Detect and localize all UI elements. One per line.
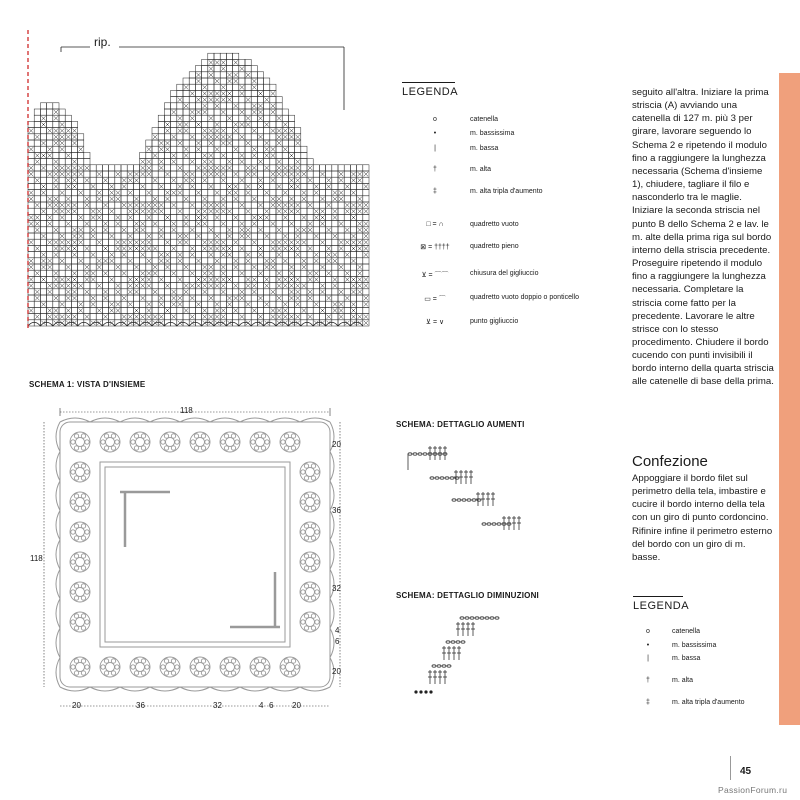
aumenti-caption: SCHEMA: DETTAGLIO AUMENTI bbox=[396, 420, 525, 429]
legend-2 bbox=[633, 596, 773, 612]
body-paragraph-1: seguito all'altra. Iniziare la prima striscia (A) avviando una catenella di 127 m. più 3 per girare, lavorare seguendo lo Schema 2 e ripetendo il modulo fino a raggiungere la lunghezza necessaria (Schema d'insieme 1), chiudere, tagliare il filo e nasconderlo tra le maglie. Iniziare la seconda striscia nel punto B dello Schema 2 e lav. le m. alte della prima riga sul bordo interno della striscia precedente. bbox=[632, 87, 772, 256]
legend-1 bbox=[402, 82, 617, 98]
filet-chart bbox=[26, 30, 371, 330]
legend-2-item-label: m. bassa bbox=[672, 655, 701, 662]
filet-chart-svg bbox=[26, 30, 371, 330]
legend-1-item-symbol-icon: ⊻ = ∨ bbox=[425, 319, 445, 326]
page-divider bbox=[730, 756, 731, 780]
legend-1-item-label: punto gigliuccio bbox=[470, 318, 519, 325]
legend-1-item-symbol-icon: | bbox=[434, 145, 436, 152]
diminuzioni-caption: SCHEMA: DETTAGLIO DIMINUZIONI bbox=[396, 591, 539, 600]
legend-1-item-label: m. bassissima bbox=[470, 130, 515, 137]
body-paragraph-3: Appoggiare il bordo filet sul perimetro della tela, imbastire e cucire il bordo interno della tela con un giro di punto cordoncino. bbox=[632, 473, 769, 524]
legend-1-title: LEGENDA bbox=[402, 86, 459, 98]
dim-right-5: 20 bbox=[332, 667, 341, 676]
legend-2-item-label: m. bassissima bbox=[672, 642, 717, 649]
legend-2-item-symbol-icon: ‡ bbox=[646, 699, 650, 706]
aumenti-svg bbox=[404, 440, 534, 540]
body-text bbox=[632, 86, 774, 389]
legend-1-item-symbol-icon: ⊻ = ⌒⌒ bbox=[421, 272, 449, 279]
overview-lace-border bbox=[56, 418, 334, 691]
legend-1-item-label: m. bassa bbox=[470, 145, 499, 152]
schema1-caption: SCHEMA 1: VISTA D'INSIEME bbox=[29, 380, 146, 389]
dim-right-2: 32 bbox=[332, 584, 341, 593]
dim-right-3: 4 bbox=[335, 626, 340, 635]
dim-bottom-4: 6 bbox=[269, 701, 274, 710]
section-tab bbox=[779, 73, 800, 725]
page-number: 45 bbox=[740, 766, 752, 777]
legend-1-item-symbol-icon: □ = ∩ bbox=[426, 221, 444, 228]
legend-1-item-label: catenella bbox=[470, 116, 499, 123]
aumenti-diagram bbox=[404, 440, 534, 540]
filet-grid bbox=[28, 53, 369, 326]
body-paragraph-2: Proseguire ripetendo il modulo fino a raggiungere la lunghezza necessaria. Completare la striscia come fatto per la precedente. Lavorare le altre strisce con lo stesso procedimento. Chiudere il bordo cucendo con punti invisibili il bordo interno della quarta striscia alle catenelle di base della prima. bbox=[632, 258, 774, 388]
legend-1-item-label: chiusura del gigliuccio bbox=[470, 270, 539, 277]
schema1-overview bbox=[30, 402, 360, 722]
confezione-heading: Confezione bbox=[632, 453, 708, 470]
dim-left: 118 bbox=[30, 554, 43, 563]
watermark: PassionForum.ru bbox=[718, 785, 788, 795]
legend-2-item-symbol-icon: | bbox=[647, 655, 649, 662]
legend-2-item-symbol-icon: † bbox=[646, 677, 650, 684]
legend-1-rule bbox=[402, 82, 455, 83]
legend-1-item-symbol-icon: o bbox=[433, 116, 437, 123]
legend-1-item-label: quadretto vuoto bbox=[470, 221, 519, 228]
legend-1-item-label: quadretto pieno bbox=[470, 243, 519, 250]
legend-2-item-symbol-icon: • bbox=[646, 642, 650, 649]
dim-top: 118 bbox=[180, 406, 193, 415]
dim-right-0: 20 bbox=[332, 440, 341, 449]
legend-1-item-symbol-icon: ‡ bbox=[433, 188, 437, 195]
legend-2-title: LEGENDA bbox=[633, 600, 690, 612]
dim-bottom-3: 4 bbox=[259, 701, 264, 710]
legend-2-item-symbol-icon: o bbox=[646, 628, 650, 635]
dim-bottom-2: 32 bbox=[213, 701, 222, 710]
dim-right-4: 6 bbox=[335, 637, 340, 646]
chart-rip-label: rip. bbox=[94, 35, 111, 49]
legend-2-item-label: m. alta bbox=[672, 677, 694, 684]
legend-1-item-label: quadretto vuoto doppio o ponticello bbox=[470, 294, 579, 301]
body-paragraph-4: Rifinire infine il perimetro esterno del bordo con un giro di m. basse. bbox=[632, 525, 773, 563]
dim-bottom-5: 20 bbox=[292, 701, 301, 710]
dim-bottom-1: 36 bbox=[136, 701, 145, 710]
diminuzioni-svg bbox=[414, 612, 524, 700]
dim-right-1: 36 bbox=[332, 506, 341, 515]
legend-1-item-label: m. alta bbox=[470, 166, 492, 173]
overview-svg bbox=[30, 402, 360, 722]
legend-1-item-symbol-icon: • bbox=[433, 130, 437, 137]
dim-bottom-0: 20 bbox=[72, 701, 81, 710]
legend-2-rule bbox=[633, 596, 683, 597]
legend-2-item-label: catenella bbox=[672, 628, 701, 635]
legend-1-item-symbol-icon: ⊠ = †††† bbox=[420, 244, 450, 251]
legend-1-item-symbol-icon: ▭ = ⌒ bbox=[424, 296, 446, 303]
legend-1-item-label: m. alta tripla d'aumento bbox=[470, 188, 543, 195]
legend-2-item-label: m. alta tripla d'aumento bbox=[672, 699, 745, 706]
confezione-text bbox=[632, 472, 774, 564]
diminuzioni-diagram bbox=[414, 612, 524, 700]
legend-1-item-symbol-icon: † bbox=[433, 166, 437, 173]
